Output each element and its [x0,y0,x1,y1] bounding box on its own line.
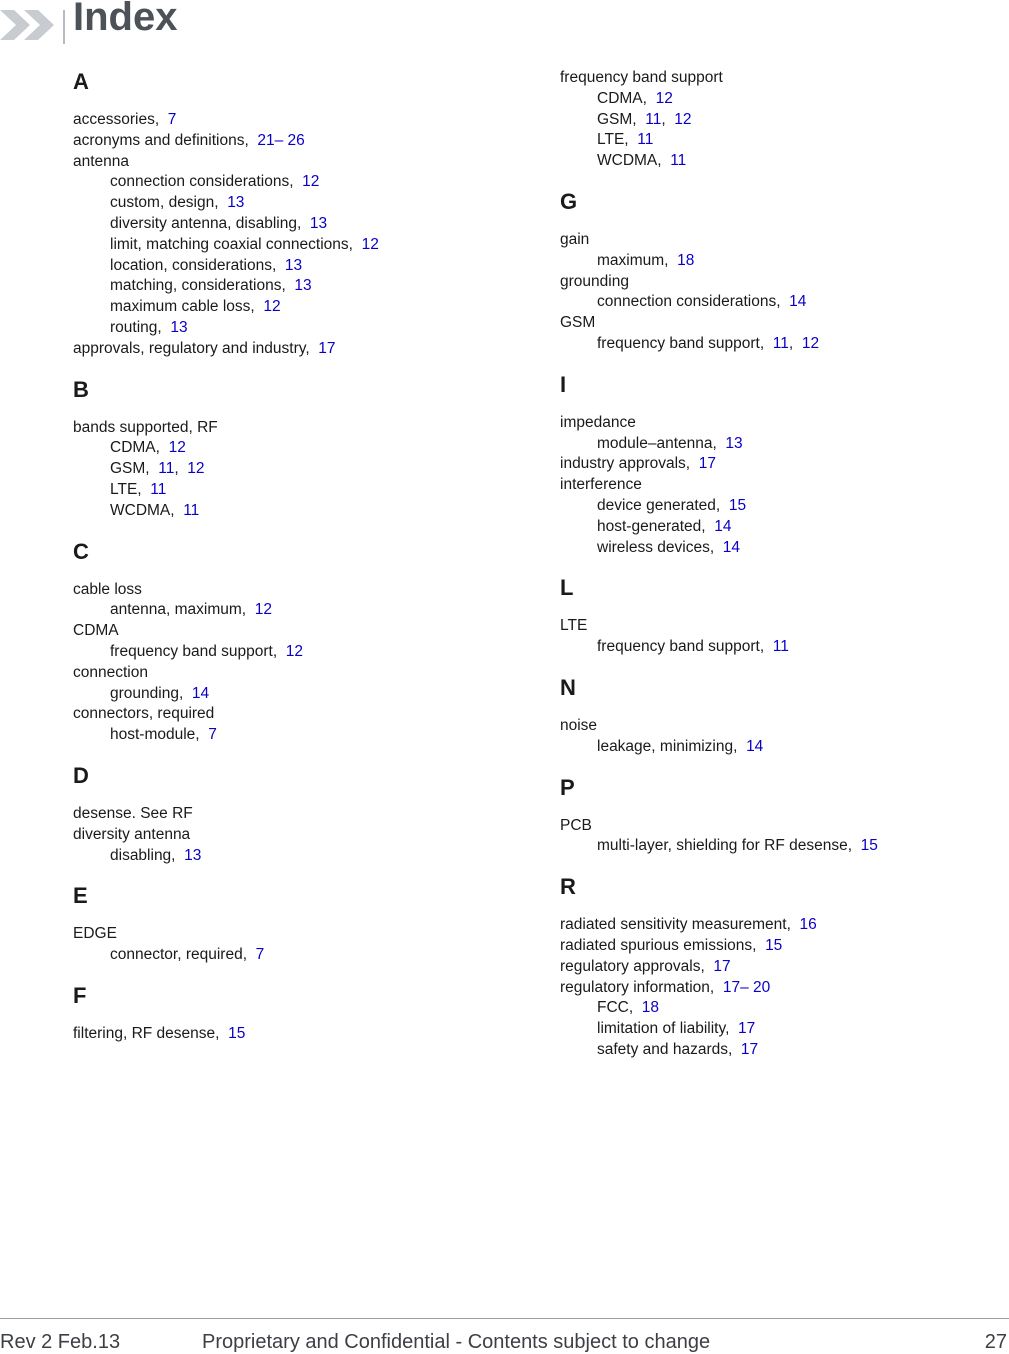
index-term: location, considerations, [110,256,277,274]
index-term: WCDMA, [597,152,662,170]
index-term: device generated, [597,497,721,514]
index-letter-heading: A [73,69,89,94]
index-term: module–antenna, [597,434,717,452]
index-term: approvals, regulatory and industry, [73,339,310,357]
index-subentry [110,480,166,500]
index-letter-heading: I [560,371,567,397]
index-term: CDMA [73,622,119,640]
index-term: LTE, [597,131,629,149]
page-reference-link[interactable]: 12 [674,110,692,128]
index-subentry [597,836,878,856]
index-term: interference [560,476,642,494]
page-reference-link[interactable]: 17 [318,339,336,357]
index-term: WCDMA, [110,501,175,519]
index-subentry [110,846,201,866]
index-term: connection [73,663,148,681]
index-entry [560,475,642,495]
index-subentry [110,684,209,704]
index-term: diversity antenna [73,825,191,843]
index-subentry [597,89,673,109]
index-term: radiated sensitivity measurement, [560,916,791,934]
index-subentry [110,214,327,234]
index-term: antenna, maximum, [110,601,247,619]
index-term: impedance [560,413,636,431]
index-letter-heading: D [73,763,89,788]
page-reference-link[interactable]: 11 [150,481,167,498]
index-term: maximum cable loss, [110,298,255,316]
index-entry [560,454,716,474]
index-subentry [110,438,186,458]
index-subentry [110,725,217,745]
page-title: Index [73,0,178,39]
index-letter-heading: C [73,538,89,564]
index-term: connection considerations, [597,293,781,311]
index-term: leakage, minimizing, [597,737,738,755]
index-subentry [597,251,694,271]
index-term: desense. See RF [73,805,193,822]
page-reference-link[interactable]: 12 [168,439,186,457]
index-term: disabling, [110,846,176,864]
page-reference-link[interactable]: 13 [170,319,188,336]
index-term: diversity antenna, disabling, [110,215,302,232]
page-reference-link[interactable]: 15 [228,1025,246,1042]
index-subentry [597,998,659,1018]
page-reference-link[interactable]: 13 [294,277,312,295]
page-reference-link[interactable]: 14 [714,517,732,535]
page-reference-link[interactable]: 18 [641,999,660,1017]
index-letter-heading: N [560,675,576,700]
index-subentry [110,642,303,662]
index-entry [73,804,193,824]
index-letter-heading: L [560,575,574,601]
index-term: noise [560,717,598,734]
index-term: multi-layer, shielding for RF desense, [597,837,853,855]
index-subentry [110,172,319,192]
index-entry [560,68,723,88]
index-subentry [597,637,789,657]
index-term: PCB [560,816,592,834]
index-term: EDGE [73,925,117,943]
page-reference-link[interactable]: 17 [713,957,731,975]
index-term: CDMA, [597,89,647,107]
index-entry [560,616,587,636]
index-term: host-module, [110,726,200,744]
index-subentry [110,501,199,521]
index-entry [560,413,636,433]
page-reference-link[interactable]: 16 [799,916,817,934]
index-term: grounding, [110,684,184,702]
index-entry [560,978,770,998]
page-reference-link[interactable]: 13 [725,434,743,452]
index-term: host-generated, [597,517,706,535]
page-reference-link[interactable]: 12 [254,601,272,619]
index-subentry: frequency band support, 11, 12 [597,335,820,352]
page-reference-link[interactable]: 17 [698,455,716,473]
page-reference-link[interactable]: 11 [772,638,789,656]
page-reference-link[interactable]: 13 [184,846,202,864]
index-term: matching, considerations, [110,277,286,295]
index-subentry [597,517,731,537]
index-term: custom, design, [110,194,219,212]
page-reference-link[interactable]: 7 [208,726,217,744]
index-entry [560,313,595,333]
page-reference-link[interactable]: 13 [309,215,328,232]
page-reference-link[interactable]: 21– 26 [257,131,305,149]
index-subentry [597,292,806,312]
index-letter-heading: B [73,376,89,402]
index-term: frequency band support, [597,638,765,656]
page-reference-link[interactable]: 13 [284,256,303,274]
index-term: wireless devices, [597,538,715,556]
index-entry [560,915,817,935]
index-letter-heading: P [560,774,575,800]
index-entry [73,339,336,359]
page-reference-link[interactable]: 15 [860,837,878,855]
footer-revision: Rev 2 Feb.13 [0,1331,121,1353]
page-reference-link[interactable]: 14 [191,684,210,702]
index-term: CDMA, [110,439,160,457]
index-subentry [110,600,272,620]
index-subentry [597,1040,758,1060]
index-term: regulatory information, [560,978,715,996]
page-reference-link[interactable]: 11 [158,460,175,478]
index-term: FCC, [597,999,634,1017]
page-reference-link[interactable]: 11 [645,110,662,128]
index-term: frequency band support, [110,643,278,660]
index-entry [560,716,597,736]
index-term: frequency band support, [597,335,765,352]
page-reference-link[interactable]: 14 [722,538,741,556]
page-reference-link[interactable]: 14 [789,293,807,311]
page-reference-link[interactable]: 12 [361,235,379,253]
index-entry [73,418,218,438]
index-term: bands supported, RF [73,418,218,436]
index-subentry [597,151,686,171]
page-reference-link[interactable]: 12 [302,173,320,191]
index-term: safety and hazards, [597,1041,733,1058]
index-term: cable loss [73,580,142,598]
page-reference-link[interactable]: 11 [772,335,789,352]
index-term: limitation of liability, [597,1020,730,1038]
index-entry [560,957,731,977]
index-term: frequency band support [560,69,723,86]
index-entry [73,621,119,641]
page-reference-link[interactable]: 12 [801,335,820,352]
page-reference-link[interactable]: 11 [183,501,200,519]
index-subentry [110,297,281,317]
page-reference-link[interactable]: 18 [677,251,695,269]
index-term: radiated spurious emissions, [560,937,757,954]
index-subentry [110,318,188,338]
index-term: regulatory approvals, [560,957,705,975]
page-reference-link[interactable]: 7 [255,946,265,964]
index-term: gain [560,231,590,248]
index-entry [73,1024,245,1044]
index-subentry [110,235,379,255]
index-subentry [597,434,743,454]
page-reference-link[interactable]: 14 [746,737,764,755]
footer-page-number: 27 [984,1331,1007,1353]
double-chevron-logo-icon [0,4,70,46]
index-letter-heading: R [560,874,576,900]
page-reference-link[interactable]: 17– 20 [722,978,771,996]
index-term: antenna [73,152,130,170]
index-entry [560,272,629,292]
index-subentry [110,256,302,276]
index-entry [560,230,589,250]
index-subentry: GSM, 11, 12 [110,460,205,478]
index-term: GSM, [597,110,637,128]
page-reference-link[interactable]: 12 [655,89,673,107]
index-subentry [597,737,763,757]
index-entry [73,131,305,151]
index-letter-heading: F [73,983,87,1008]
page-reference-link[interactable]: 12 [285,643,304,660]
index-entry [73,663,148,683]
index-term: grounding [560,272,629,290]
index-subentry [110,276,312,296]
index-entry [560,816,592,836]
index-term: acronyms and definitions, [73,131,249,149]
index-entry [73,704,214,724]
index-letter-heading: G [560,189,578,214]
index-term: connectors, required [73,705,215,723]
footer-confidential-notice: Proprietary and Confidential - Contents subject to change [202,1331,711,1353]
index-term: industry approvals, [560,455,691,473]
page-reference-link[interactable]: 13 [227,194,245,212]
index-subentry [597,538,740,558]
page-reference-link[interactable]: 11 [670,152,687,170]
index-term: connection considerations, [110,173,294,191]
index-entry [73,825,190,845]
index-entry [73,580,142,600]
page-reference-link[interactable]: 17 [738,1020,756,1038]
index-entry [73,152,129,172]
page-reference-link[interactable]: 15 [728,497,747,514]
index-term: GSM, [110,460,150,478]
index-term: LTE, [110,481,142,498]
index-term: GSM [560,314,596,332]
footer-divider [0,1318,1009,1319]
index-term: connector, required, [110,946,248,964]
index-term: routing, [110,319,162,336]
index-subentry [110,945,264,965]
page-reference-link[interactable]: 17 [740,1041,759,1058]
index-term: LTE [560,617,588,635]
index-entry [560,936,782,956]
index-entry [73,924,117,944]
page-reference-link[interactable]: 15 [765,937,783,954]
index-subentry [597,496,746,516]
index-entry [73,110,176,130]
page-reference-link[interactable]: 11 [637,131,654,149]
index-subentry [110,193,244,213]
page-reference-link[interactable]: 12 [263,298,281,316]
index-subentry: GSM, 11, 12 [597,110,692,128]
page-reference-link[interactable]: 12 [187,460,205,478]
index-term: maximum, [597,251,669,269]
index-term: filtering, RF desense, [73,1025,220,1042]
index-subentry [597,130,653,150]
index-term: accessories, [73,111,160,128]
page-reference-link[interactable]: 7 [167,111,177,128]
index-term: limit, matching coaxial connections, [110,235,353,253]
index-subentry [597,1019,755,1039]
index-letter-heading: E [73,883,88,909]
